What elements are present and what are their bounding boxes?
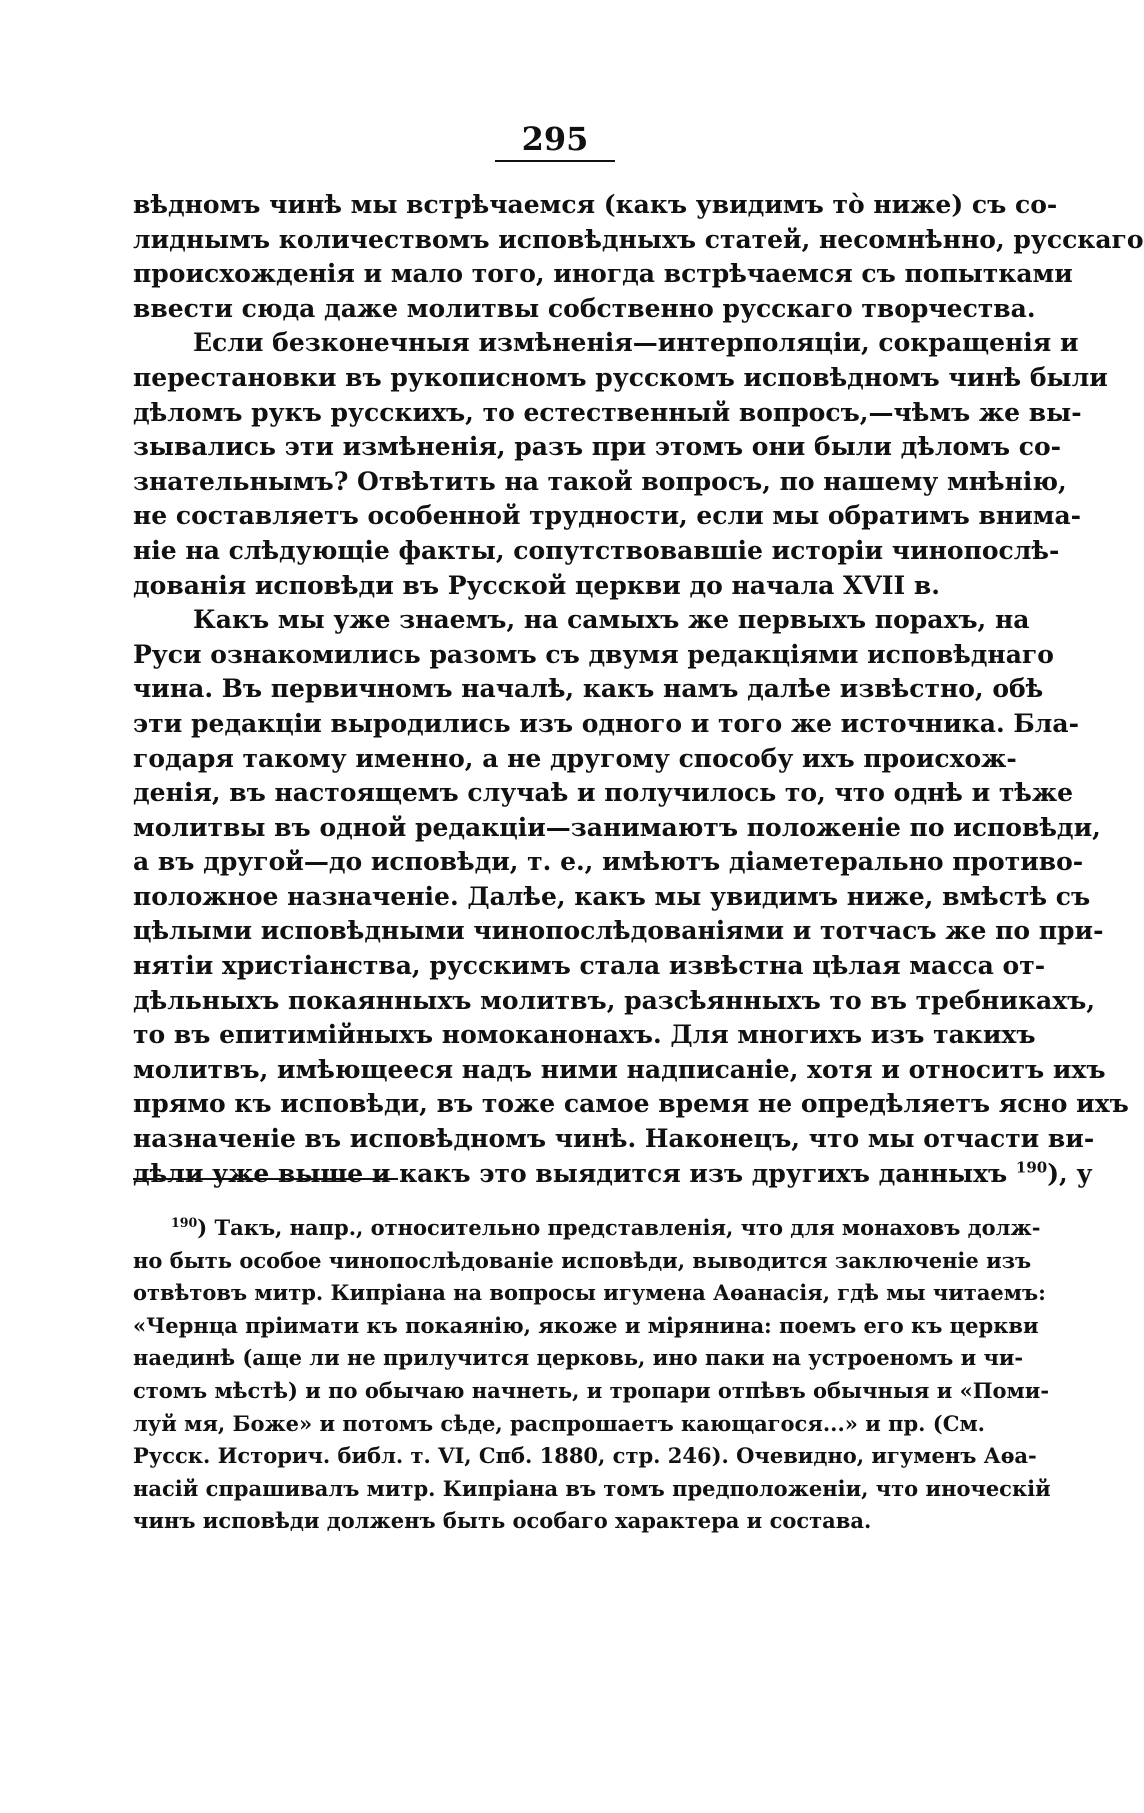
- text-line: Руси ознакомились разомъ съ двумя редакціями исповѣднаго: [133, 639, 1054, 669]
- text-line: чина. Въ первичномъ началѣ, какъ намъ далѣе извѣстно, обѣ: [133, 674, 1044, 704]
- text-line: а въ другой—до исповѣди, т. е., имѣютъ діаметерально противо-: [133, 847, 1084, 877]
- page-number: 295: [495, 120, 615, 162]
- footnote-line: отвѣтовъ митр. Кипріана на вопросы игумена Аѳанасія, гдѣ мы читаемъ:: [133, 1280, 1046, 1306]
- text-line: ввести сюда даже молитвы собственно русскаго творчества.: [133, 293, 1036, 323]
- text-line: знательнымъ? Отвѣтить на такой вопросъ, по нашему мнѣнію,: [133, 466, 1067, 496]
- footnote-line: луй мя, Боже» и потомъ сѣде, распрошаетъ кающагося...» и пр. (См.: [133, 1410, 985, 1436]
- footnote-line: «Чернцa пріимати къ покаянію, якоже и мірянина: поемъ его къ церкви: [133, 1312, 1039, 1338]
- footnote-line: Русск. Историч. библ. т. VI, Спб. 1880, стр. 246). Очевидно, игуменъ Аѳа-: [133, 1443, 1037, 1469]
- footnote: [133, 1212, 1051, 1538]
- footnote-marker: 190: [171, 1215, 198, 1230]
- text-line: дѣльныхъ покаянныхъ молитвъ, разсѣянныхъ то въ требникахъ,: [133, 985, 1096, 1015]
- text-line: происхожденія и мало того, иногда встрѣчаемся съ попытками: [133, 259, 1073, 289]
- text-line: зывались эти измѣненія, разъ при этомъ они были дѣломъ со-: [133, 432, 1062, 462]
- text-line: [133, 1157, 1093, 1192]
- main-text: [133, 188, 1144, 1191]
- text-line: цѣлыми исповѣдными чинопослѣдованіями и тотчасъ же по при-: [133, 916, 1104, 946]
- text-line: Какъ мы уже знаемъ, на самыхъ же первыхъ порахъ, на: [193, 605, 1030, 635]
- text-line: положное назначеніе. Далѣе, какъ мы увидимъ ниже, вмѣстѣ съ: [133, 881, 1091, 911]
- footnote-line: насій спрашивалъ митр. Кипріана въ томъ предположеніи, что иноческій: [133, 1475, 1051, 1501]
- footnote-line: [133, 1212, 1041, 1245]
- text-line-end: ), у: [1047, 1158, 1093, 1188]
- text-line: назначеніе въ исповѣдномъ чинѣ. Наконецъ, что мы отчасти ви-: [133, 1124, 1095, 1154]
- text-line: эти редакціи выродились изъ одного и того же источника. Бла-: [133, 708, 1079, 738]
- text-line: лиднымъ количествомъ исповѣдныхъ статей, несомнѣнно, русскаго: [133, 224, 1144, 254]
- footnote-line-text: ) Такъ, напр., относительно представленія, что для монаховъ долж-: [197, 1215, 1041, 1240]
- text-line-start: дѣли уже выше и какъ это выядится изъ другихъ данныхъ: [133, 1158, 1008, 1188]
- text-line: вѣдномъ чинѣ мы встрѣчаемся (какъ увидимъ тò ниже) съ со-: [133, 190, 1058, 219]
- text-line: дѣломъ рукъ русскихъ, то естественный вопросъ,—чѣмъ же вы-: [133, 397, 1082, 427]
- footnote-reference[interactable]: 190: [1015, 1158, 1048, 1177]
- text-line: то въ епитимійныхъ номоканонахъ. Для многихъ изъ такихъ: [133, 1020, 1036, 1050]
- footnote-line: чинъ исповѣди долженъ быть особаго характера и состава.: [133, 1508, 872, 1534]
- text-line: молитвъ, имѣющееся надъ ними надписаніе, хотя и относитъ ихъ: [133, 1054, 1106, 1084]
- text-line: дованія исповѣди въ Русской церкви до начала XVII в.: [133, 570, 940, 600]
- text-line: перестановки въ рукописномъ русскомъ исповѣдномъ чинѣ были: [133, 362, 1108, 392]
- footnote-divider: [133, 1178, 398, 1180]
- text-line: нятіи христіанства, русскимъ стала извѣстна цѣлая масса от-: [133, 951, 1046, 981]
- text-line: денія, въ настоящемъ случаѣ и получилось то, что однѣ и тѣже: [133, 778, 1074, 808]
- text-line: молитвы въ одной редакціи—занимаютъ положеніе по исповѣди,: [133, 812, 1101, 842]
- footnote-line: но быть особое чинопослѣдованіе исповѣди, выводится заключеніе изъ: [133, 1247, 1032, 1273]
- footnote-line: стомъ мѣстѣ) и по обычаю начнеть, и тропари отпѣвъ обычныя и «Поми-: [133, 1377, 1050, 1403]
- footnote-line: наединѣ (аще ли не прилучится церковь, ино паки на устроеномъ и чи-: [133, 1345, 1024, 1371]
- text-line: ніе на слѣдующіе факты, сопутствовавшіе исторіи чинопослѣ-: [133, 535, 1060, 565]
- text-line: Если безконечныя измѣненія—интерполяціи, сокращенія и: [193, 328, 1079, 358]
- text-line: не составляетъ особенной трудности, если мы обратимъ внима-: [133, 501, 1082, 531]
- text-line: годаря такому именно, а не другому способу ихъ происхож-: [133, 743, 1017, 773]
- text-line: прямо къ исповѣди, въ тоже самое время не опредѣляетъ ясно ихъ: [133, 1089, 1129, 1119]
